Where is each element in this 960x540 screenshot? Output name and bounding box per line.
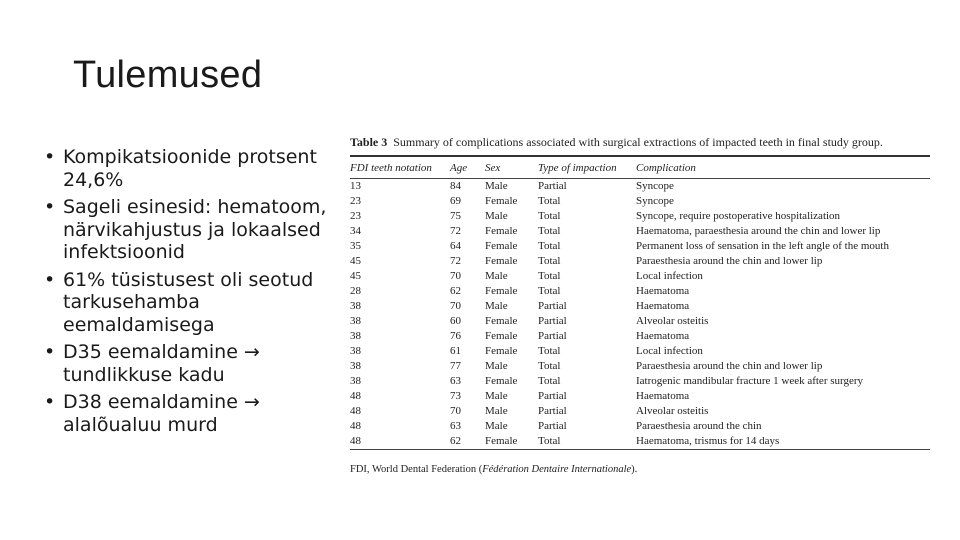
cell-fdi: 23 xyxy=(350,210,361,222)
cell-complication: Syncope, require postoperative hospitalization xyxy=(636,210,841,222)
cell-impaction: Partial xyxy=(538,420,567,432)
bullet-item xyxy=(44,196,344,264)
table-caption-text: Summary of complications associated with surgical extractions of impacted teeth in final study group. xyxy=(393,135,883,149)
cell-fdi: 34 xyxy=(350,225,361,237)
cell-fdi: 48 xyxy=(350,420,361,432)
cell-sex: Female xyxy=(485,345,518,357)
slide-title: Tulemused xyxy=(73,54,263,96)
table-caption-label: Table 3 xyxy=(350,135,388,149)
table-row xyxy=(350,419,930,434)
cell-sex: Female xyxy=(485,315,518,327)
cell-fdi: 48 xyxy=(350,435,361,447)
header-complication: Complication xyxy=(636,161,696,174)
bullet-item xyxy=(44,391,344,436)
cell-age: 72 xyxy=(450,255,461,267)
table-row xyxy=(350,434,930,449)
table-row xyxy=(350,284,930,299)
cell-sex: Male xyxy=(485,180,508,192)
cell-sex: Male xyxy=(485,300,508,312)
bullet-dot: • xyxy=(44,268,56,291)
table-header-row xyxy=(350,157,930,179)
cell-sex: Female xyxy=(485,330,518,342)
cell-age: 73 xyxy=(450,390,461,402)
bullet-dot: • xyxy=(44,196,56,218)
bullet-text: 61% tüsistusest oli seotud tarkusehamba eemaldamisega xyxy=(63,268,314,336)
cell-sex: Female xyxy=(485,195,518,207)
cell-age: 60 xyxy=(450,315,461,327)
bullet-dot: • xyxy=(44,391,56,413)
table-row xyxy=(350,374,930,389)
cell-fdi: 45 xyxy=(350,270,361,282)
cell-sex: Female xyxy=(485,240,518,252)
table-row xyxy=(350,239,930,254)
table-row xyxy=(350,389,930,404)
cell-impaction: Partial xyxy=(538,300,567,312)
cell-complication: Permanent loss of sensation in the left angle of the mouth xyxy=(636,240,889,252)
cell-age: 72 xyxy=(450,225,461,237)
bullet-item xyxy=(44,341,344,386)
cell-complication: Paraesthesia around the chin xyxy=(636,420,762,432)
cell-age: 62 xyxy=(450,435,461,447)
cell-impaction: Partial xyxy=(538,315,567,327)
table-row xyxy=(350,404,930,419)
cell-age: 77 xyxy=(450,360,461,372)
cell-impaction: Total xyxy=(538,435,561,447)
table-footnote xyxy=(350,464,930,475)
cell-sex: Female xyxy=(485,375,518,387)
cell-impaction: Total xyxy=(538,375,561,387)
cell-fdi: 23 xyxy=(350,195,361,207)
cell-complication: Haematoma xyxy=(636,390,690,402)
cell-complication: Local infection xyxy=(636,345,703,357)
cell-complication: Syncope xyxy=(636,195,674,207)
complications-table xyxy=(350,157,930,449)
cell-age: 61 xyxy=(450,345,461,357)
cell-impaction: Total xyxy=(538,270,561,282)
footnote-prefix: FDI, World Dental Federation ( xyxy=(350,464,483,475)
cell-impaction: Total xyxy=(538,240,561,252)
cell-complication: Haematoma xyxy=(636,285,690,297)
header-fdi: FDI teeth notation xyxy=(350,161,432,174)
table-row xyxy=(350,254,930,269)
cell-sex: Male xyxy=(485,210,508,222)
cell-complication: Alveolar osteitis xyxy=(636,405,709,417)
table-row xyxy=(350,194,930,209)
cell-complication: Paraesthesia around the chin and lower lip xyxy=(636,255,823,267)
bullet-text: D35 eemaldamine → tundlikkuse kadu xyxy=(63,341,260,386)
table-row xyxy=(350,224,930,239)
table-row xyxy=(350,314,930,329)
cell-complication: Haematoma, paraesthesia around the chin and lower lip xyxy=(636,225,881,237)
cell-sex: Female xyxy=(485,225,518,237)
cell-complication: Haematoma xyxy=(636,330,690,342)
table-row xyxy=(350,299,930,314)
cell-fdi: 13 xyxy=(350,180,361,192)
header-sex: Sex xyxy=(485,161,501,174)
bullet-dot: • xyxy=(44,341,56,363)
cell-fdi: 38 xyxy=(350,315,361,327)
cell-impaction: Total xyxy=(538,195,561,207)
cell-age: 69 xyxy=(450,195,461,207)
complications-table-figure xyxy=(350,133,930,475)
cell-complication: Paraesthesia around the chin and lower lip xyxy=(636,360,823,372)
bullet-dot: • xyxy=(44,146,56,168)
cell-sex: Male xyxy=(485,420,508,432)
cell-age: 63 xyxy=(450,420,461,432)
table-row xyxy=(350,179,930,195)
cell-impaction: Partial xyxy=(538,330,567,342)
table-caption xyxy=(350,133,930,151)
cell-age: 62 xyxy=(450,285,461,297)
cell-fdi: 28 xyxy=(350,285,361,297)
bullet-text: D38 eemaldamine → alalõualuu murd xyxy=(63,391,260,436)
bullet-text: Sageli esinesid: hematoom, närvikahjustus ja lokaalsed infektsioonid xyxy=(63,196,327,263)
cell-age: 76 xyxy=(450,330,461,342)
cell-impaction: Total xyxy=(538,345,561,357)
cell-sex: Male xyxy=(485,405,508,417)
table-row xyxy=(350,359,930,374)
cell-age: 70 xyxy=(450,270,461,282)
cell-complication: Local infection xyxy=(636,270,703,282)
cell-fdi: 35 xyxy=(350,240,361,252)
cell-impaction: Partial xyxy=(538,180,567,192)
cell-fdi: 38 xyxy=(350,300,361,312)
cell-fdi: 48 xyxy=(350,405,361,417)
cell-sex: Male xyxy=(485,270,508,282)
table-row xyxy=(350,329,930,344)
cell-sex: Male xyxy=(485,390,508,402)
header-age: Age xyxy=(450,161,468,174)
table-row xyxy=(350,209,930,224)
cell-sex: Female xyxy=(485,435,518,447)
cell-impaction: Total xyxy=(538,210,561,222)
cell-fdi: 48 xyxy=(350,390,361,402)
table-row xyxy=(350,344,930,359)
header-impaction: Type of impaction xyxy=(538,161,617,174)
cell-impaction: Partial xyxy=(538,390,567,402)
table-bottom-rule xyxy=(350,449,930,450)
cell-impaction: Total xyxy=(538,360,561,372)
cell-age: 84 xyxy=(450,180,461,192)
cell-impaction: Total xyxy=(538,225,561,237)
table-row xyxy=(350,269,930,284)
bullet-text: Kompikatsioonide protsent 24,6% xyxy=(63,146,317,191)
bullet-item xyxy=(44,269,344,337)
cell-fdi: 38 xyxy=(350,330,361,342)
cell-age: 75 xyxy=(450,210,461,222)
cell-sex: Male xyxy=(485,360,508,372)
cell-complication: Haematoma, trismus for 14 days xyxy=(636,435,780,447)
cell-fdi: 38 xyxy=(350,360,361,372)
cell-age: 63 xyxy=(450,375,461,387)
cell-fdi: 38 xyxy=(350,345,361,357)
cell-fdi: 38 xyxy=(350,375,361,387)
cell-impaction: Total xyxy=(538,255,561,267)
bullet-item xyxy=(44,146,344,191)
footnote-suffix: ). xyxy=(631,464,638,475)
cell-impaction: Partial xyxy=(538,405,567,417)
cell-age: 70 xyxy=(450,405,461,417)
cell-complication: Iatrogenic mandibular fracture 1 week after surgery xyxy=(636,375,864,387)
cell-age: 70 xyxy=(450,300,461,312)
cell-age: 64 xyxy=(450,240,461,252)
cell-impaction: Total xyxy=(538,285,561,297)
cell-fdi: 45 xyxy=(350,255,361,267)
cell-sex: Female xyxy=(485,255,518,267)
cell-complication: Haematoma xyxy=(636,300,690,312)
footnote-italic: Fédération Dentaire Internationale xyxy=(482,464,632,475)
cell-sex: Female xyxy=(485,285,518,297)
cell-complication: Syncope xyxy=(636,180,674,192)
cell-complication: Alveolar osteitis xyxy=(636,315,709,327)
bullet-list xyxy=(44,146,344,441)
